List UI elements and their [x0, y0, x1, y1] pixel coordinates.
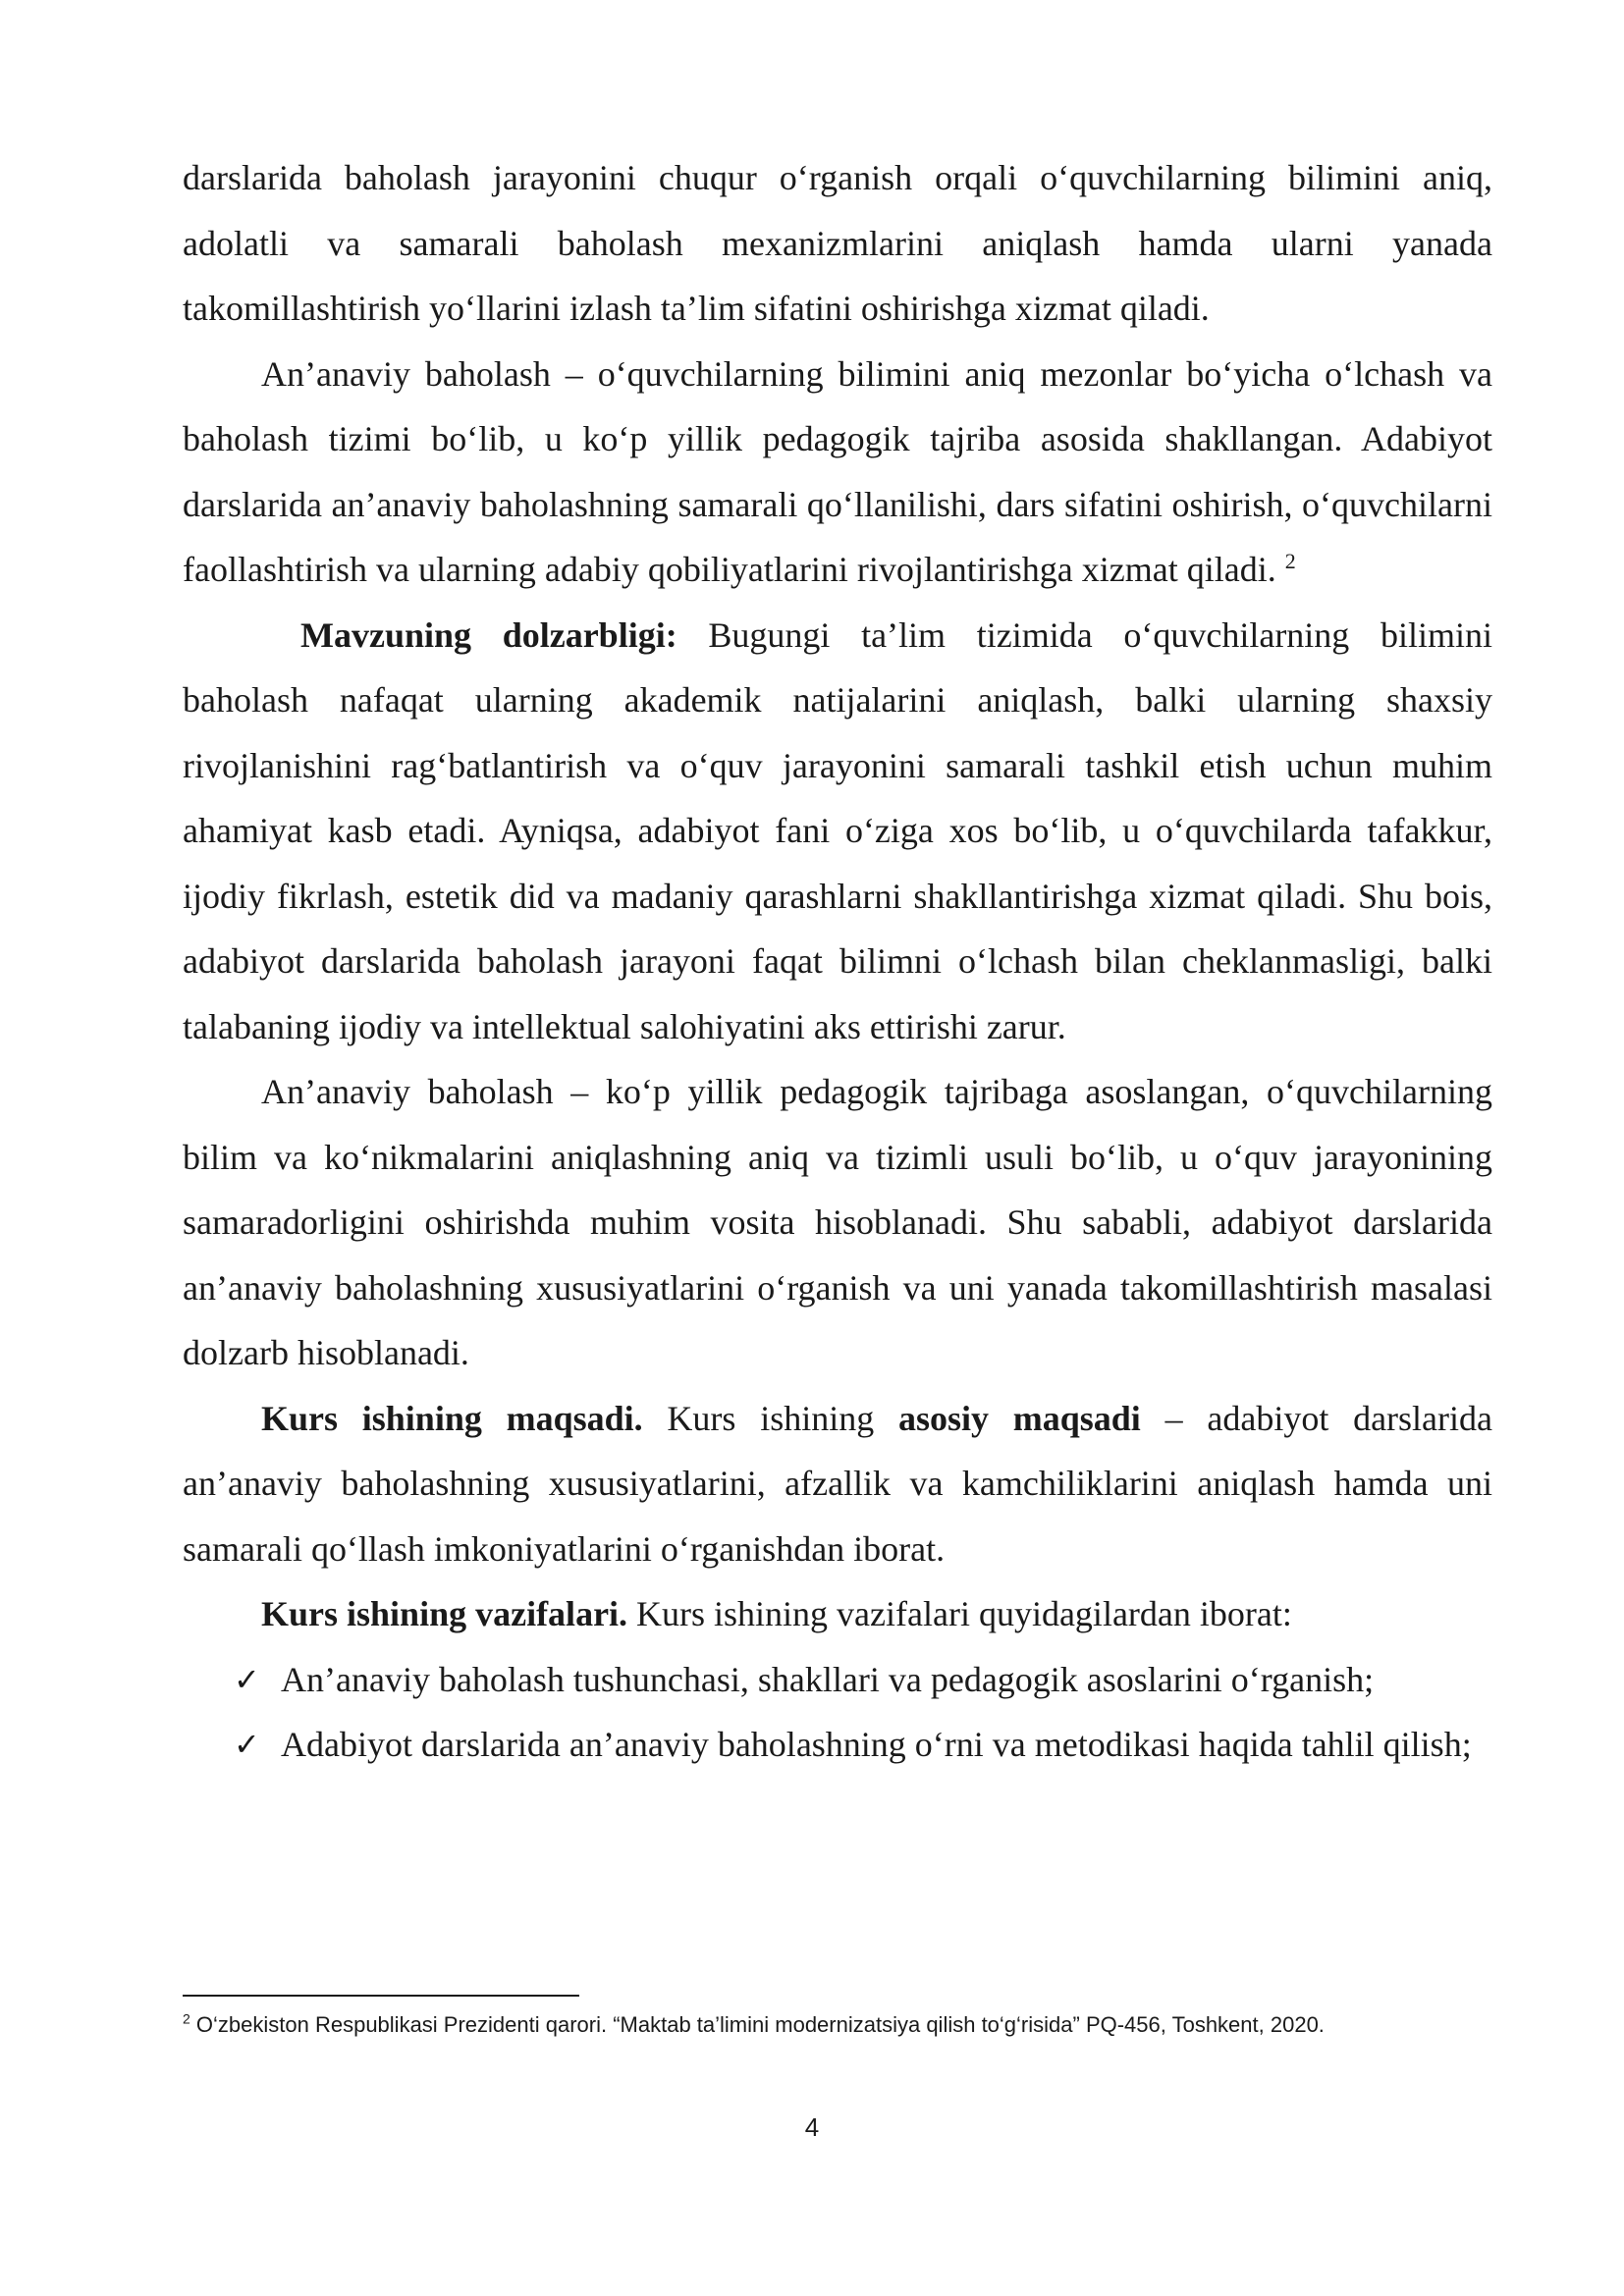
tasks-heading: Kurs ishining vazifalari. [261, 1594, 628, 1633]
list-item [183, 1712, 1492, 1778]
main-goal-emphasis: asosiy maqsadi [897, 1398, 1141, 1438]
paragraph-text: – adabiyot darslarida an’anaviy baholashning xususiyatlarini, afzallik va kamchiliklarini aniqlash hamda uni samarali qo‘llash imkoniyatlarini o‘rganishdan iborat. [183, 1398, 1493, 1569]
footnote-reference[interactable]: 2 [1284, 549, 1296, 573]
footnote-separator [183, 1995, 579, 1997]
footnote [183, 2008, 1492, 2042]
goal-heading: Kurs ishining maqsadi. [261, 1398, 643, 1438]
footnote-number: 2 [183, 2010, 190, 2027]
footnote-text: O‘zbekiston Respublikasi Prezidenti qarori. “Maktab ta’limini modernizatsiya qilish to‘g‘risida” PQ-456, Toshkent, 2020. [189, 2012, 1325, 2037]
paragraph-text: Kurs ishining vazifalari quyidagilardan iborat: [627, 1594, 1292, 1633]
body-text [183, 145, 1492, 1778]
paragraph-course-goal [183, 1386, 1492, 1582]
paragraph-traditional-assessment [183, 342, 1492, 603]
relevance-heading: Mavzuning dolzarbligi: [300, 614, 677, 655]
paragraph-text: An’anaviy baholash – ko‘p yillik pedagogik tajribaga asoslangan, o‘quvchilarning bilim va ko‘nikmalarini aniqlashning aniq va tizimli usuli bo‘lib, u o‘quv jarayonining samaradorligini oshirishda muhim vosita hisoblanadi. Shu sababli, adabiyot darslarida an’anaviy baholashning xususiyatlarini o‘rganish va uni yanada takomillashtirish masalasi dolzarb hisoblanadi. [183, 1072, 1492, 1372]
checkmark-icon: ✓ [234, 1660, 260, 1698]
paragraph-text: An’anaviy baholash – o‘quvchilarning bilimini aniq mezonlar bo‘yicha o‘lchash va baholash tizimi bo‘lib, u ko‘p yillik pedagogik tajriba asosida shakllangan. Adabiyot darslarida an’anaviy baholashning samarali qo‘llanilishi, dars sifatini oshirish, o‘quvchilarni faollashtirish va ularning adabiy qobiliyatlarini rivojlantirishga xizmat qiladi. [183, 353, 1492, 589]
paragraph-text: Kurs ishining [642, 1398, 898, 1438]
paragraph-intro-continuation [183, 145, 1492, 342]
paragraph-text: Bugungi ta’lim tizimida o‘quvchilarning bilimini baholash nafaqat ularning akademik natijalarini aniqlash, balki ularning shaxsiy rivojlanishini rag‘batlantirish va o‘quv jarayonini samarali tashkil etish uchun muhim ahamiyat kasb etadi. Ayniqsa, adabiyot fani o‘ziga xos bo‘lib, u o‘quvchilarda tafakkur, ijodiy fikrlash, estetik did va madaniy qarashlarni shakllantirishga xizmat qiladi. Shu bois, adabiyot darslarida baholash jarayoni faqat bilimni o‘lchash bilan cheklanmasligi, balki talabaning ijodiy va intellektual salohiyatini aks ettirishi zarur. [183, 614, 1492, 1046]
list-item [183, 1647, 1492, 1713]
task-text: Adabiyot darslarida an’anaviy baholashning o‘rni va metodikasi haqida tahlil qilish; [281, 1725, 1472, 1764]
tasks-list [183, 1647, 1492, 1778]
paragraph-traditional-assessment-2 [183, 1059, 1492, 1386]
task-text: An’anaviy baholash tushunchasi, shakllari va pedagogik asoslarini o‘rganish; [281, 1659, 1375, 1699]
paragraph-course-tasks [183, 1581, 1492, 1647]
paragraph-relevance [183, 603, 1492, 1060]
checkmark-icon: ✓ [234, 1726, 260, 1763]
page-number: 4 [804, 2112, 820, 2142]
paragraph-text: darslarida baholash jarayonini chuqur o‘rganish orqali o‘quvchilarning bilimini aniq, adolatli va samarali baholash mexanizmlarini aniqlash hamda ularni yanada takomillashtirish yo‘llarini izlash ta’lim sifatini oshirishga xizmat qiladi. [183, 158, 1492, 328]
